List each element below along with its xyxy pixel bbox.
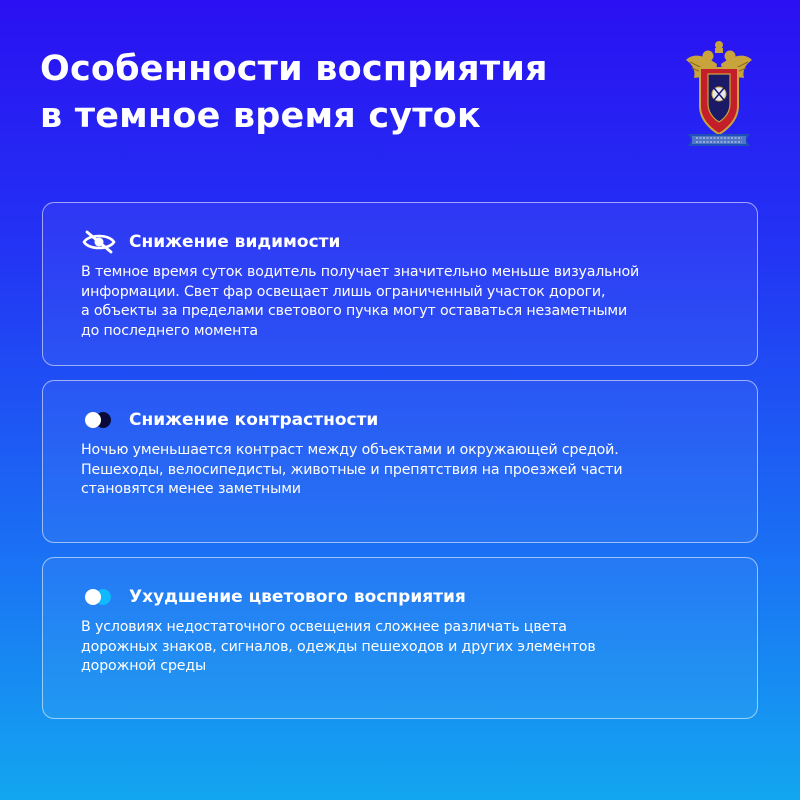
card-description (81, 618, 741, 677)
info-card-visibility (42, 202, 758, 366)
card-description (81, 441, 741, 500)
card-text-line: Ночью уменьшается контраст между объектами и окружающей средой. (81, 442, 619, 458)
eye-off-icon (81, 229, 117, 255)
contrast-circles-icon (81, 407, 117, 433)
info-card-contrast (42, 380, 758, 543)
card-header (81, 229, 340, 255)
page-title-line-2: в темное время суток (40, 96, 481, 136)
page-title (40, 46, 640, 140)
card-header (81, 584, 466, 610)
card-text-line: дорожной среды (81, 658, 207, 674)
card-text-line: В темное время суток водитель получает значительно меньше визуальной (81, 264, 640, 280)
card-text-line: дорожных знаков, сигналов, одежды пешеходов и других элементов (81, 638, 596, 655)
card-text-line: информации. Свет фар освещает лишь ограниченный участок дороги, (81, 283, 606, 300)
card-text-line: Пешеходы, велосипедисты, животные и препятствия на проезжей части (81, 461, 623, 478)
info-card-color-perception (42, 557, 758, 719)
page-title-line-1: Особенности восприятия (40, 49, 548, 89)
card-header (81, 407, 378, 433)
card-text-line: а объекты за пределами светового пучка могут оставаться незаметными (81, 303, 628, 319)
card-text-line: до последнего момента (81, 322, 258, 339)
card-title: Снижение контрастности (129, 410, 379, 430)
card-title: Снижение видимости (129, 232, 341, 252)
card-title: Ухудшение цветового восприятия (129, 587, 466, 607)
police-emblem-icon (684, 36, 754, 150)
card-description (81, 263, 741, 341)
card-text-line: становятся менее заметными (81, 481, 301, 497)
card-text-line: В условиях недостаточного освещения сложнее различать цвета (81, 619, 567, 635)
color-circles-icon (81, 584, 117, 610)
